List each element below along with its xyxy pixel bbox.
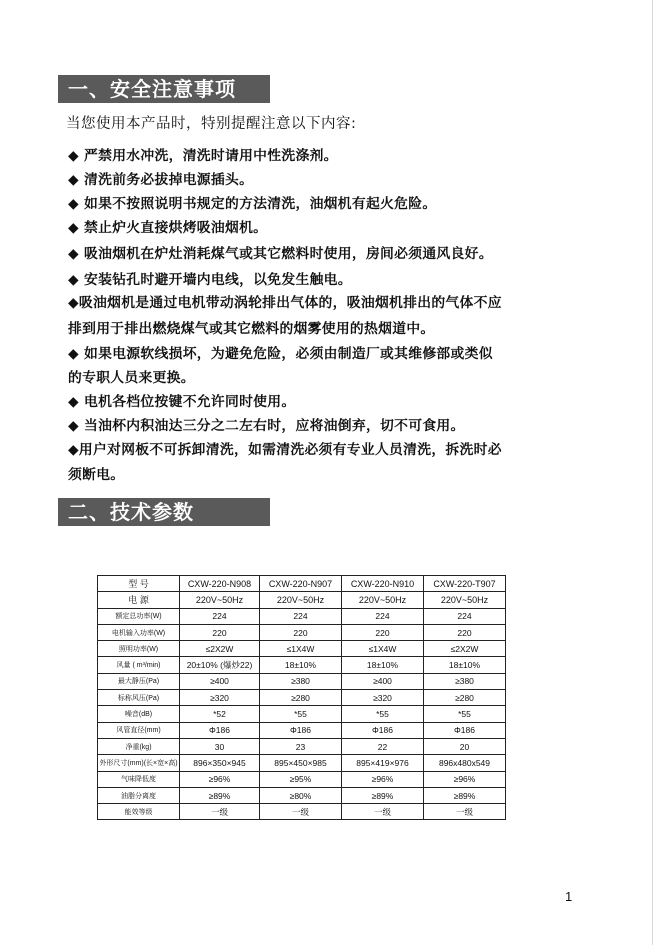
spec-value-cell: 224 [342, 608, 424, 624]
spec-label-cell: 风管直径(mm) [98, 722, 180, 738]
spec-value-cell: 一级 [260, 804, 342, 820]
spec-value-cell: 220V~50Hz [424, 592, 506, 608]
spec-label-cell: 气味降低度 [98, 771, 180, 787]
spec-value-cell: 224 [260, 608, 342, 624]
safety-note-continued: 须断电。 [68, 467, 125, 483]
spec-value-cell: ≥96% [180, 771, 260, 787]
spec-value-cell: Φ186 [424, 722, 506, 738]
spec-value-cell: *55 [260, 706, 342, 722]
spec-value-cell: ≥89% [342, 787, 424, 803]
spec-value-cell: ≤1X4W [260, 641, 342, 657]
table-row [98, 804, 506, 820]
safety-note: ◆ 电机各档位按键不允许同时使用。 [68, 394, 296, 410]
spec-value-cell: ≥380 [424, 673, 506, 689]
table-row [98, 657, 506, 673]
spec-value-cell: ≥89% [424, 787, 506, 803]
spec-value-cell: 224 [424, 608, 506, 624]
spec-value-cell: ≥95% [260, 771, 342, 787]
spec-value-cell: 220V~50Hz [260, 592, 342, 608]
spec-value-cell: 18±10% [260, 657, 342, 673]
spec-label-cell: 最大静压(Pa) [98, 673, 180, 689]
spec-value-cell: ≥96% [424, 771, 506, 787]
spec-label-cell: 电 源 [98, 592, 180, 608]
spec-label-cell: 油脂分离度 [98, 787, 180, 803]
spec-value-cell: 224 [180, 608, 260, 624]
spec-value-cell: 895×450×985 [260, 755, 342, 771]
spec-value-cell: CXW-220-N908 [180, 576, 260, 592]
safety-note-continued: 的专职人员来更换。 [68, 370, 195, 386]
spec-value-cell: 22 [342, 738, 424, 754]
table-row [98, 755, 506, 771]
spec-value-cell: *52 [180, 706, 260, 722]
spec-value-cell: ≥80% [260, 787, 342, 803]
safety-note: ◆吸油烟机是通过电机带动涡轮排出气体的，吸油烟机排出的气体不应 [68, 295, 502, 311]
spec-value-cell: CXW-220-N907 [260, 576, 342, 592]
spec-value-cell: 20 [424, 738, 506, 754]
table-row [98, 592, 506, 608]
section-title-safety: 一、安全注意事项 [58, 75, 270, 103]
spec-table [97, 575, 506, 820]
spec-value-cell: 一级 [180, 804, 260, 820]
safety-note: ◆ 严禁用水冲洗，清洗时请用中性洗涤剂。 [68, 148, 338, 164]
page-number: 1 [565, 889, 573, 904]
spec-value-cell: 18±10% [424, 657, 506, 673]
spec-value-cell: *55 [342, 706, 424, 722]
spec-value-cell: 一级 [342, 804, 424, 820]
table-row [98, 690, 506, 706]
spec-value-cell: 896x480x549 [424, 755, 506, 771]
safety-note: ◆ 清洗前务必拔掉电源插头。 [68, 172, 254, 188]
section-title-specs: 二、技术参数 [58, 498, 270, 526]
safety-note: ◆ 禁止炉火直接烘烤吸油烟机。 [68, 220, 268, 236]
spec-value-cell: Φ186 [180, 722, 260, 738]
safety-note: ◆ 安装钻孔时避开墙内电线，以免发生触电。 [68, 272, 352, 288]
spec-label-cell: 能效等级 [98, 804, 180, 820]
table-row [98, 608, 506, 624]
spec-value-cell: CXW-220-T907 [424, 576, 506, 592]
spec-value-cell: ≤2X2W [424, 641, 506, 657]
table-row [98, 738, 506, 754]
spec-value-cell: ≥89% [180, 787, 260, 803]
table-row [98, 706, 506, 722]
spec-value-cell: ≥380 [260, 673, 342, 689]
safety-intro: 当您使用本产品时，特别提醒注意以下内容: [66, 116, 357, 132]
spec-label-cell: 照明功率(W) [98, 641, 180, 657]
spec-value-cell: 30 [180, 738, 260, 754]
table-row [98, 624, 506, 640]
spec-value-cell: 18±10% [342, 657, 424, 673]
spec-value-cell: ≥400 [180, 673, 260, 689]
safety-note: ◆ 如果不按照说明书规定的方法清洗，油烟机有起火危险。 [68, 196, 437, 212]
spec-label-cell: 电机输入功率(W) [98, 624, 180, 640]
page-edge-line [652, 0, 653, 945]
table-row [98, 641, 506, 657]
spec-label-cell: 型 号 [98, 576, 180, 592]
spec-label-cell: 噪音(dB) [98, 706, 180, 722]
spec-label-cell: 额定总功率(W) [98, 608, 180, 624]
spec-value-cell: Φ186 [260, 722, 342, 738]
safety-note-continued: 排到用于排出燃烧煤气或其它燃料的烟雾使用的热烟道中。 [68, 321, 435, 337]
spec-value-cell: *55 [424, 706, 506, 722]
spec-value-cell: ≥280 [260, 690, 342, 706]
spec-value-cell: ≥320 [342, 690, 424, 706]
table-row [98, 787, 506, 803]
spec-value-cell: ≥96% [342, 771, 424, 787]
spec-value-cell: 20±10% (爆炒22) [180, 657, 260, 673]
spec-value-cell: ≥280 [424, 690, 506, 706]
spec-value-cell: 220 [260, 624, 342, 640]
spec-label-cell: 外形尺寸(mm)(长×宽×高) [98, 755, 180, 771]
safety-note: ◆ 如果电源软线损坏，为避免危险，必须由制造厂或其维修部或类似 [68, 346, 493, 362]
spec-label-cell: 标称风压(Pa) [98, 690, 180, 706]
table-row [98, 722, 506, 738]
spec-value-cell: 23 [260, 738, 342, 754]
spec-value-cell: ≥400 [342, 673, 424, 689]
table-row [98, 771, 506, 787]
spec-value-cell: 896×350×945 [180, 755, 260, 771]
safety-note: ◆ 当油杯内积油达三分之二左右时，应将油倒弃，切不可食用。 [68, 418, 465, 434]
spec-value-cell: 220V~50Hz [342, 592, 424, 608]
spec-value-cell: ≤1X4W [342, 641, 424, 657]
spec-value-cell: CXW-220-N910 [342, 576, 424, 592]
spec-label-cell: 风量 ( m³/min) [98, 657, 180, 673]
spec-value-cell: 220 [342, 624, 424, 640]
spec-label-cell: 净重(kg) [98, 738, 180, 754]
safety-note: ◆ 吸油烟机在炉灶消耗煤气或其它燃料时使用，房间必须通风良好。 [68, 246, 493, 262]
spec-value-cell: 一级 [424, 804, 506, 820]
spec-value-cell: 220V~50Hz [180, 592, 260, 608]
spec-value-cell: ≥320 [180, 690, 260, 706]
spec-value-cell: Φ186 [342, 722, 424, 738]
table-row [98, 576, 506, 592]
spec-value-cell: 220 [424, 624, 506, 640]
safety-note: ◆用户对网板不可拆卸清洗，如需清洗必须有专业人员清洗，拆洗时必 [68, 442, 502, 458]
spec-value-cell: 895×419×976 [342, 755, 424, 771]
table-row [98, 673, 506, 689]
spec-value-cell: 220 [180, 624, 260, 640]
spec-value-cell: ≤2X2W [180, 641, 260, 657]
